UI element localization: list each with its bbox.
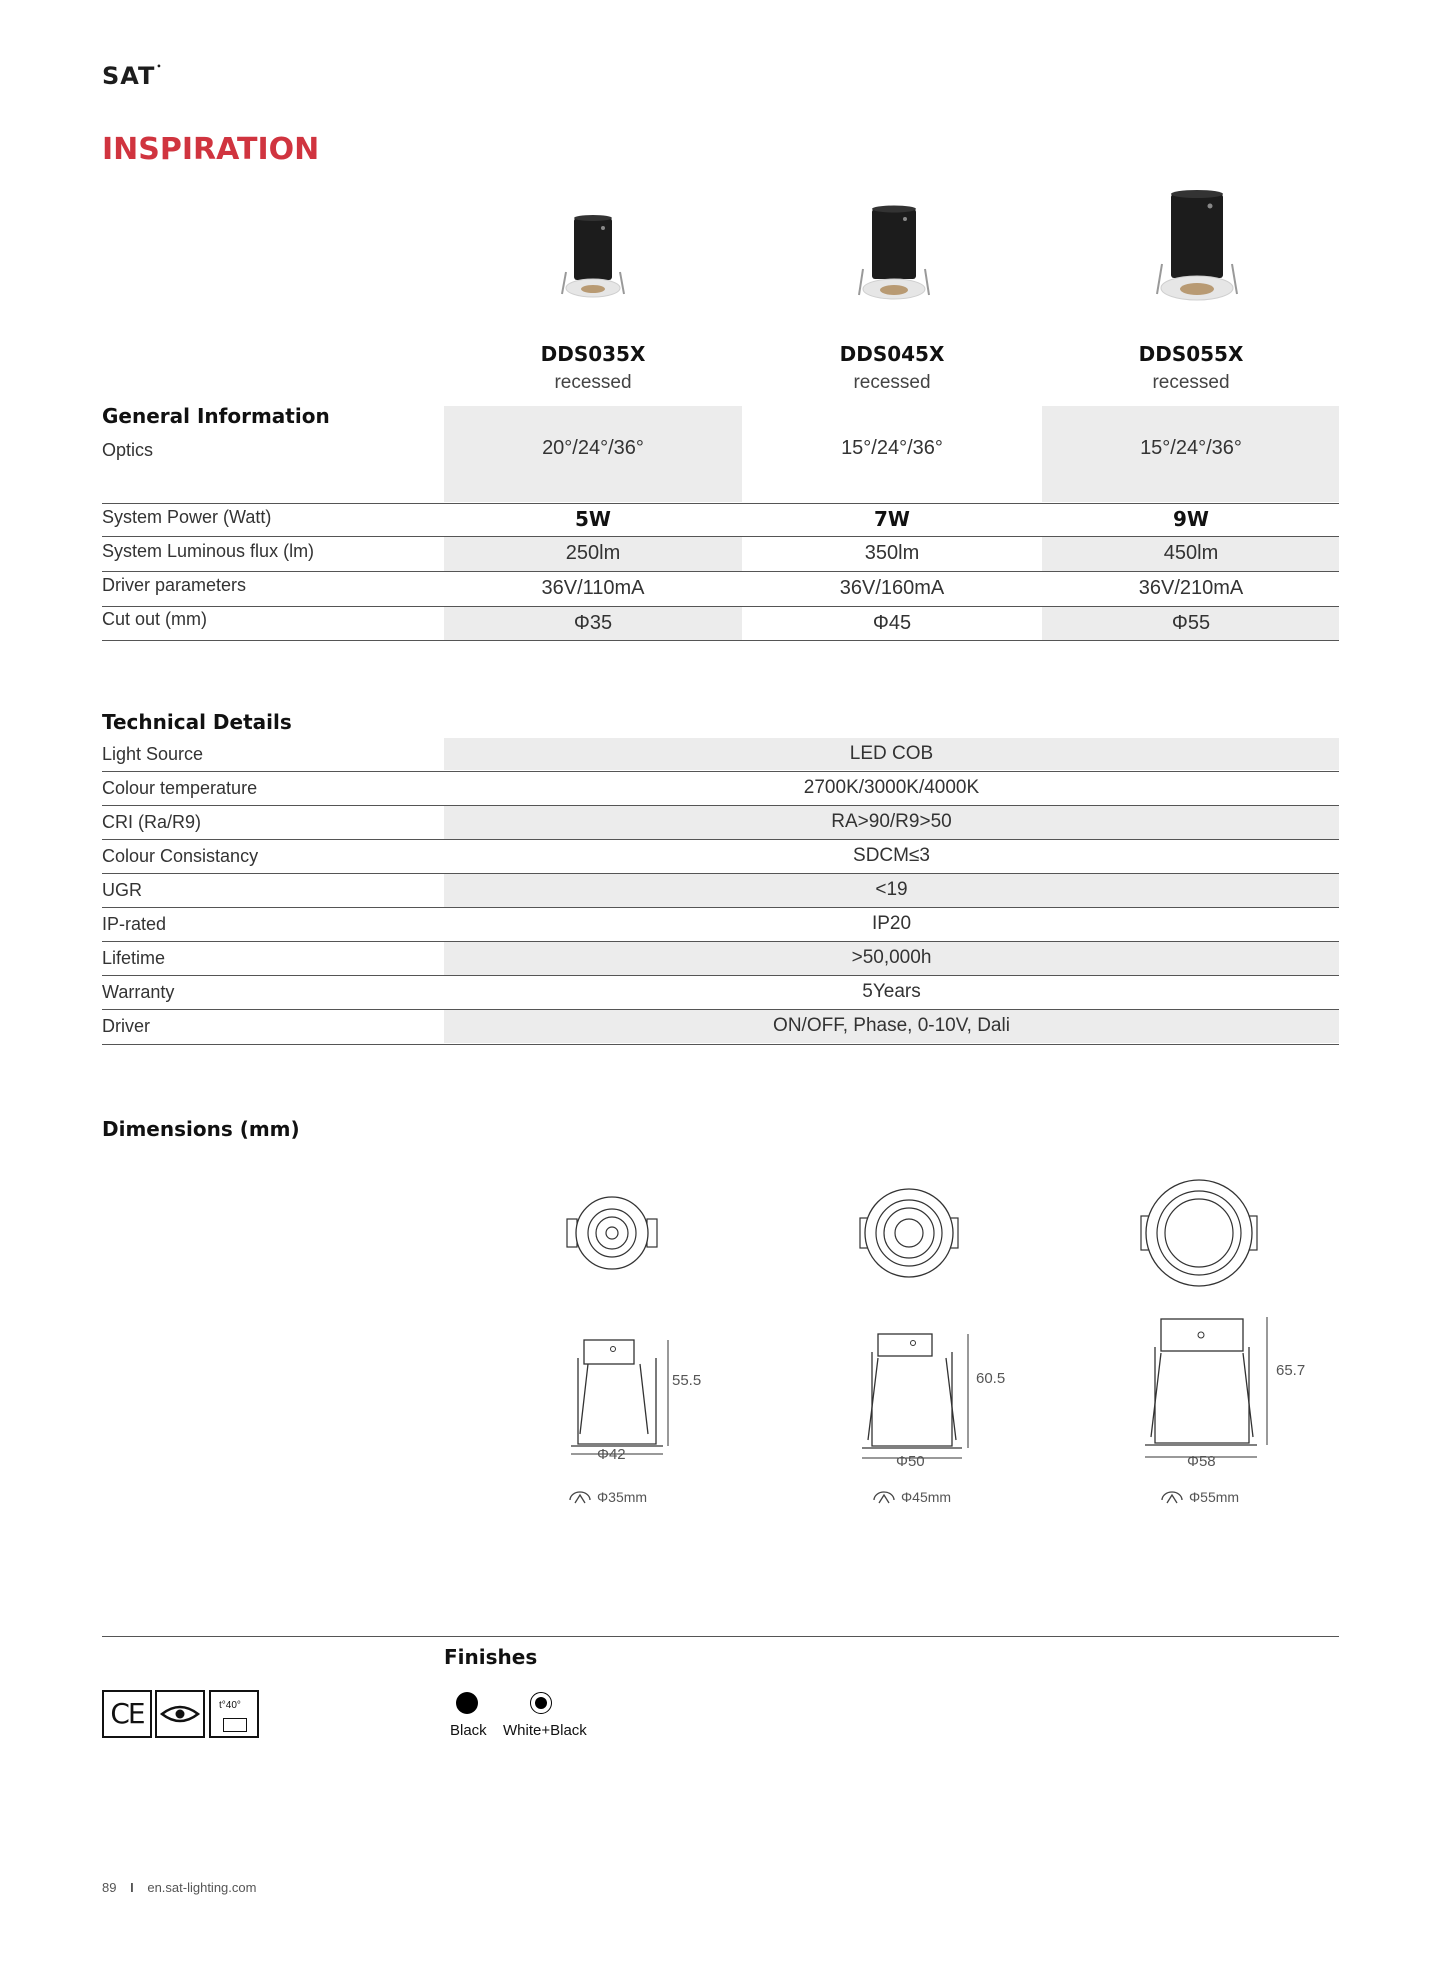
diameter-dimension: Φ50	[896, 1453, 925, 1470]
product-image-dds045x	[855, 203, 933, 303]
page-title: INSPIRATION	[102, 132, 320, 167]
tech-label: IP-rated	[102, 914, 167, 934]
tech-value: <19	[875, 879, 908, 900]
product-image-dds055x	[1153, 188, 1241, 304]
flux-value: 350lm	[864, 542, 920, 564]
tech-value: 2700K/3000K/4000K	[803, 777, 980, 798]
finish-swatch-white-black	[530, 1692, 552, 1714]
cutout-icon	[872, 1490, 896, 1504]
side-view-drawing	[570, 1334, 680, 1456]
optics-value: 20°/24°/36°	[542, 437, 644, 459]
tech-value: LED COB	[849, 743, 934, 764]
side-view-drawing	[860, 1328, 978, 1462]
table-divider	[102, 503, 1339, 504]
model-name: DDS055X	[1138, 342, 1244, 366]
tech-value: RA>90/R9>50	[831, 811, 952, 832]
cutout-size: Φ55mm	[1189, 1489, 1240, 1505]
diameter-dimension: Φ42	[597, 1446, 626, 1463]
cutout-size: Φ45mm	[901, 1489, 952, 1505]
row-label-power: System Power (Watt)	[102, 507, 272, 527]
tech-label: Colour temperature	[102, 778, 258, 798]
finish-label: Black	[450, 1722, 487, 1739]
top-view-drawing	[566, 1193, 658, 1273]
cutout-value: Φ45	[872, 612, 912, 634]
flux-value: 450lm	[1163, 542, 1219, 564]
optics-value: 15°/24°/36°	[841, 437, 943, 459]
optics-value: 15°/24°/36°	[1140, 437, 1242, 459]
tech-label: CRI (Ra/R9)	[102, 812, 202, 832]
dimensions-heading: Dimensions (mm)	[102, 1117, 300, 1141]
section-divider	[102, 1636, 1339, 1637]
tech-value: SDCM≤3	[853, 845, 930, 866]
finishes-heading: Finishes	[444, 1645, 538, 1669]
finish-label: White+Black	[503, 1722, 587, 1739]
power-value: 5W	[575, 507, 611, 531]
driver-value: 36V/160mA	[839, 577, 945, 599]
cutout-icon	[568, 1490, 592, 1504]
eye-safety-icon	[155, 1690, 205, 1738]
page-number: 89	[102, 1880, 117, 1895]
table-divider	[102, 907, 1339, 908]
product-image-dds035x	[558, 212, 628, 302]
tech-label: Lifetime	[102, 948, 166, 968]
tech-label: Colour Consistancy	[102, 846, 259, 866]
general-information-heading: General Information	[102, 404, 330, 428]
table-divider	[102, 839, 1339, 840]
table-divider	[102, 1044, 1339, 1045]
flux-value: 250lm	[565, 542, 621, 564]
top-view-drawing	[1140, 1174, 1258, 1292]
cutout-value: Φ35	[573, 612, 613, 634]
diameter-dimension: Φ58	[1187, 1453, 1216, 1470]
mount-type: recessed	[554, 372, 632, 393]
driver-value: 36V/210mA	[1138, 577, 1244, 599]
table-divider	[102, 640, 1339, 641]
height-dimension: 55.5	[672, 1372, 702, 1389]
tech-label: Warranty	[102, 982, 175, 1002]
tech-value: 5Years	[862, 981, 921, 1002]
cutout-icon	[1160, 1490, 1184, 1504]
driver-value: 36V/110mA	[541, 577, 645, 599]
tech-value: >50,000h	[851, 947, 932, 968]
height-dimension: 60.5	[976, 1370, 1006, 1387]
finish-swatch-black	[456, 1692, 478, 1714]
model-name: DDS035X	[540, 342, 646, 366]
power-value: 7W	[874, 507, 910, 531]
mount-type: recessed	[1152, 372, 1230, 393]
tech-label: Light Source	[102, 744, 204, 764]
row-label-cutout: Cut out (mm)	[102, 609, 208, 629]
website-link[interactable]: en.sat-lighting.com	[147, 1880, 257, 1895]
side-view-drawing	[1143, 1313, 1273, 1463]
power-value: 9W	[1173, 507, 1209, 531]
temperature-rating-icon: t°40°	[209, 1690, 259, 1738]
page-footer	[102, 1880, 256, 1895]
tech-label: Driver	[102, 1016, 150, 1036]
tech-value: ON/OFF, Phase, 0-10V, Dali	[773, 1015, 1010, 1036]
height-dimension: 65.7	[1276, 1362, 1306, 1379]
brand-logo: SAT•	[102, 62, 163, 90]
tech-value: IP20	[871, 913, 912, 934]
model-name: DDS045X	[839, 342, 945, 366]
cutout-value: Φ55	[1171, 612, 1211, 634]
technical-details-heading: Technical Details	[102, 710, 292, 734]
tech-label: UGR	[102, 880, 142, 900]
cutout-size: Φ35mm	[597, 1489, 648, 1505]
footer-separator: I	[130, 1880, 134, 1895]
table-divider	[102, 771, 1339, 772]
table-divider	[102, 571, 1339, 572]
row-label-flux: System Luminous flux (lm)	[102, 541, 315, 561]
top-view-drawing	[859, 1185, 959, 1281]
row-label-optics: Optics	[102, 440, 154, 460]
mount-type: recessed	[853, 372, 931, 393]
table-divider	[102, 975, 1339, 976]
ce-mark-icon: CE	[102, 1690, 152, 1738]
row-label-driver: Driver parameters	[102, 575, 247, 595]
